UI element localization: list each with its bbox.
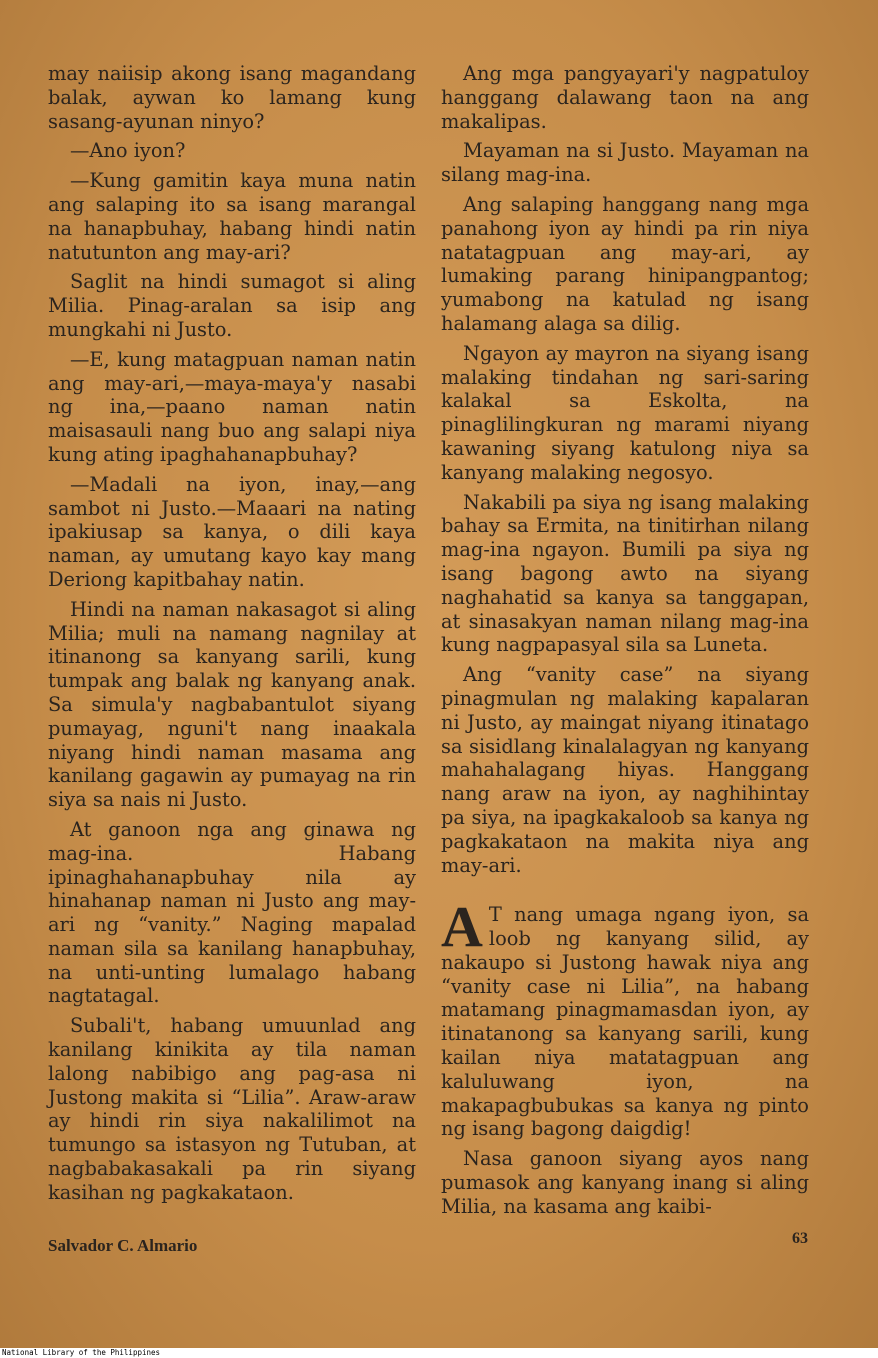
- drop-cap-letter: A: [441, 894, 483, 960]
- paragraph: —Madali na iyon, inay,—ang sambot ni Justo.—Maaari na nating ipakiusap sa kanya, o dili kaya naman, ay umutang kayo kay mang Deriong kapitbahay natin.: [48, 472, 416, 591]
- paragraph: Ang “vanity case” na siyang pinagmulan ng malaking kapalaran ni Justo, ay maingat niyang itinatago sa sisidlang kinalalagyan ng kanyang mahahalagang hiyas. Hanggang nang araw na iyon, ay naghihintay pa siya, na ipagkakaloob sa kanya ng pagkakataon na makita niya ang may-ari.: [441, 663, 809, 877]
- paragraph: Hindi na naman nakasagot si aling Milia; muli na namang nagnilay at itinanong sa kanyang sarili, kung tumpak ang balak ng kanyang anak. Sa simula'y nagbabantulot siyang pumayag, nguni't nang inaakala niyang hindi naman masama ang kanilang gagawin ay pumayag na rin siya sa nais ni Justo.: [48, 597, 416, 812]
- author-name: Salvador C. Almario: [48, 1236, 198, 1255]
- paragraph: —Kung gamitin kaya muna natin ang salaping ito sa isang marangal na hanapbuhay, habang hindi natin natutunton ang may-ari?: [48, 169, 416, 264]
- right-column: [441, 62, 809, 1225]
- paragraph: Subali't, habang umuunlad ang kanilang kinikita ay tila naman lalong nabibigo ang pag-asa ni Justong makita si “Lilia”. Araw-araw ay hindi rin siya nakalilimot na tumungo sa istasyon ng Tutuban, at nagbabakasakali pa rin siyang kasihan ng pagkakataon.: [48, 1014, 416, 1204]
- library-credit: National Library of the Philippines: [2, 1348, 161, 1357]
- paragraph: Ang mga pangyayari'y nagpatuloy hanggang dalawang taon na ang makalipas.: [441, 62, 809, 133]
- dropcap-paragraph-text: T nang umaga ngang iyon, sa loob ng kanyang silid, ay nakaupo si Justong hawak niya ang “vanity case ni Lilia”, na habang matamang pinagmamasdan iyon, ay itinatanong sa kanyang sarili, kung kailan niya matatagpuan ang kaluluwang iyon, na makapagbubukas sa kanya ng pinto ng isang bagong daigdig!: [441, 903, 809, 1141]
- dropcap-paragraph: [441, 894, 809, 1141]
- paragraph: —E, kung matagpuan naman natin ang may-ari,—maya-maya'y nasabi ng ina,—paano naman natin maisasauli nang buo ang salapi niya kung ating ipaghahanapbuhay?: [48, 347, 416, 466]
- paragraph: Ngayon ay mayron na siyang isang malaking tindahan ng sari-saring kalakal sa Eskolta, na pinaglilingkuran ng marami niyang kawaning siyang katulong niya sa kanyang malaking negosyo.: [441, 341, 809, 484]
- paragraph: Nakabili pa siya ng isang malaking bahay sa Ermita, na tinitirhan nilang mag-ina ngayon. Bumili pa siya ng isang bagong awto na siyang naghahatid sa kanya sa tanggapan, at sinasakyan naman nilang mag-ina kung nagpapasyal sila sa Luneta.: [441, 490, 809, 657]
- paragraph: —Ano iyon?: [70, 139, 186, 163]
- paragraph: Ang salaping hanggang nang mga panahong iyon ay hindi pa rin niya natatagpuan ang may-ari, ay lumaking parang hinipangpantog; yumabong na katulad ng isang halamang alaga sa dilig.: [441, 192, 809, 335]
- paragraph: Mayaman na si Justo. Mayaman na silang mag-ina.: [441, 139, 809, 187]
- paragraph: may naiisip akong isang magandang balak, aywan ko lamang kung sasang-ayunan ninyo?: [48, 62, 416, 133]
- paragraph: Saglit na hindi sumagot si aling Milia. Pinag-aralan sa isip ang mungkahi ni Justo.: [48, 270, 416, 341]
- page-number: 63: [792, 1230, 808, 1247]
- paragraph: At ganoon nga ang ginawa ng mag-ina. Habang ipinaghahanapbuhay nila ay hinahanap naman ni Justo ang may-ari ng “vanity.” Naging mapalad naman sila sa kanilang hanapbuhay, na unti-unting lumalago habang nagtatagal.: [48, 817, 416, 1008]
- left-column: [48, 62, 416, 1211]
- paragraph: Nasa ganoon siyang ayos nang pumasok ang kanyang inang si aling Milia, na kasama ang kaibi-: [441, 1147, 809, 1218]
